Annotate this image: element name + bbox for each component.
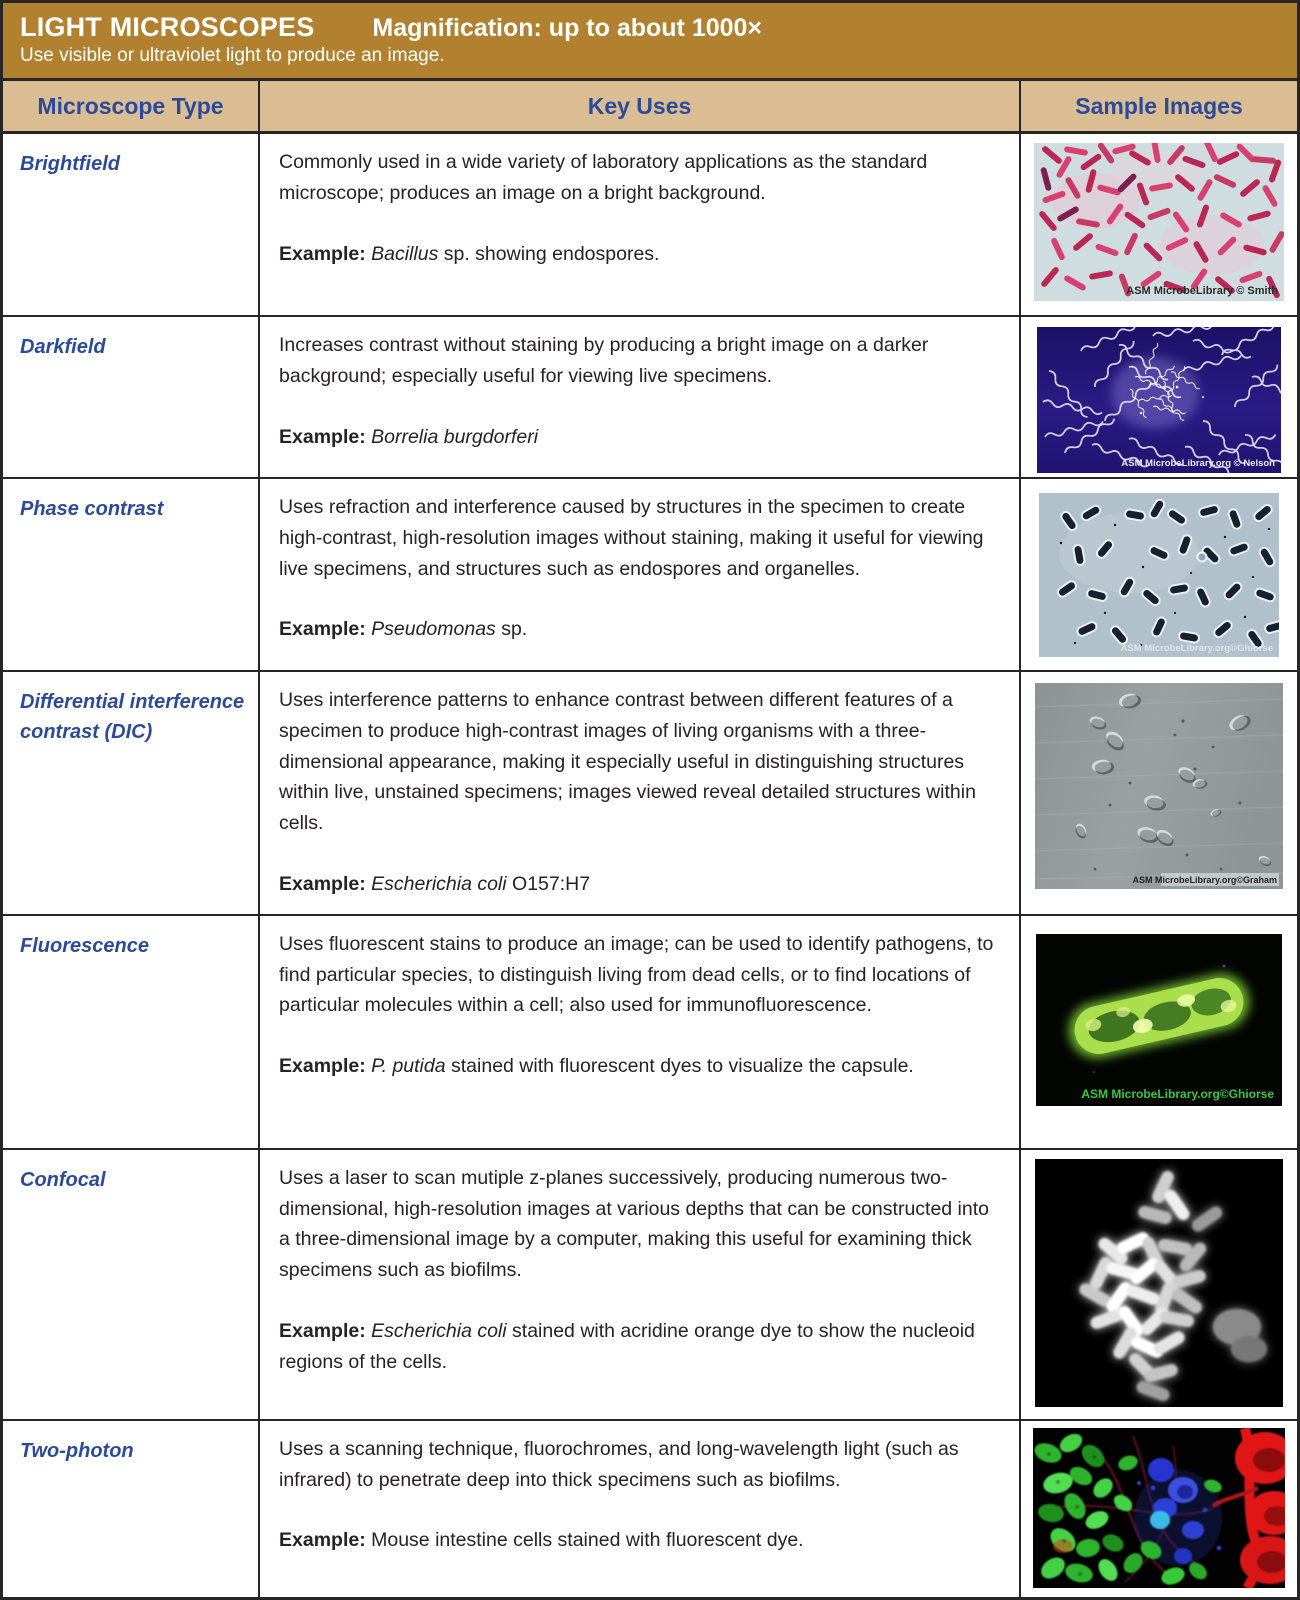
image-credit: ASM MicrobeLibrary.org©Graham bbox=[1132, 875, 1277, 885]
microscope-type-label: Darkfield bbox=[20, 336, 106, 358]
image-credit: ASM MicrobeLibrary © Smith bbox=[1126, 285, 1278, 297]
table-title-bar bbox=[3, 3, 1297, 81]
fluorescence-micrograph-image bbox=[1036, 934, 1282, 1106]
table-row-brightfield bbox=[3, 134, 1297, 317]
table-row-two-photon bbox=[3, 1421, 1297, 1597]
column-header-microscope-type: Microscope Type bbox=[3, 81, 260, 131]
key-uses-text: Uses a scanning technique, fluorochromes, and long-wavelength light (such as infrared) to penetrate deep into thick specimens such as biofilms. bbox=[279, 1437, 959, 1491]
confocal-micrograph-image bbox=[1035, 1159, 1283, 1407]
key-uses-text: Uses fluorescent stains to produce an image; can be used to identify pathogens, to find particular species, to distinguish living from dead cells, or to find locations of particular molecules within a cell; also used for immunofluorescence. bbox=[279, 932, 994, 1017]
table-row-dic bbox=[3, 672, 1297, 916]
darkfield-micrograph-image bbox=[1037, 327, 1281, 473]
two-photon-micrograph-image bbox=[1033, 1428, 1285, 1588]
column-header-key-uses: Key Uses bbox=[260, 81, 1021, 131]
example-text: Example: Escherichia coli stained with acridine orange dye to show the nucleoid regions of the cells. bbox=[279, 1319, 975, 1373]
example-text: Example: Mouse intestine cells stained with fluorescent dye. bbox=[279, 1529, 804, 1552]
image-credit: ASM MicrobeLibrary.org©Ghiorse bbox=[1120, 643, 1273, 654]
magnification-text: Magnification: up to about 1000× bbox=[372, 14, 763, 42]
table-row-fluorescence bbox=[3, 916, 1297, 1150]
table-row-phase-contrast bbox=[3, 479, 1297, 672]
key-uses-text: Uses a laser to scan mutiple z-planes successively, producing numerous two-dimensional, high-resolution images at various depths that can be constructed into a three-dimensional image by a computer, making this useful for examining thick specimens such as biofilms. bbox=[279, 1166, 989, 1282]
microscope-type-label: Phase contrast bbox=[20, 498, 164, 520]
microscope-type-label: Two-photon bbox=[20, 1439, 134, 1462]
dic-micrograph-image bbox=[1035, 683, 1283, 889]
image-credit: ASM MicrobeLibrary.org © Nelson bbox=[1121, 458, 1275, 469]
column-header-sample-images: Sample Images bbox=[1075, 92, 1243, 119]
column-header-row bbox=[3, 81, 1297, 134]
key-uses-text: Increases contrast without staining by producing a bright image on a darker background; especially useful for viewing live specimens. bbox=[279, 334, 929, 387]
example-text: Example: Escherichia coli O157:H7 bbox=[279, 872, 591, 895]
table-title: LIGHT MICROSCOPES bbox=[20, 12, 315, 42]
microscope-type-label: Differential interference contrast (DIC) bbox=[20, 691, 245, 743]
table-row-darkfield bbox=[3, 317, 1297, 479]
key-uses-text: Uses refraction and interference caused by structures in the specimen to create high-contrast, high-resolution images without staining, making it useful for viewing live specimens, and structures such as endospores and organelles. bbox=[279, 496, 984, 580]
brightfield-micrograph-image bbox=[1034, 143, 1284, 301]
key-uses-text: Uses interference patterns to enhance contrast between different features of a specimen to produce high-contrast images of living organisms with a three-dimensional appearance, making it especially useful in distinguishing structures within live, unstained specimens; images viewed reveal detailed structures within cells. bbox=[279, 689, 976, 835]
image-credit: ASM MicrobeLibrary.org©Ghiorse bbox=[1081, 1086, 1274, 1101]
example-text: Example: P. putida stained with fluorescent dyes to visualize the capsule. bbox=[279, 1055, 914, 1078]
example-text: Example: Borrelia burgdorferi bbox=[279, 425, 539, 448]
table-subtitle: Use visible or ultraviolet light to produce an image. bbox=[20, 45, 445, 66]
example-text: Example: Pseudomonas sp. bbox=[279, 618, 528, 641]
example-text: Example: Bacillus sp. showing endospores. bbox=[279, 242, 660, 265]
phase-contrast-micrograph-image bbox=[1039, 493, 1279, 657]
key-uses-text: Commonly used in a wide variety of laboratory applications as the standard microscope; produces an image on a bright background. bbox=[279, 151, 928, 204]
microscope-type-label: Confocal bbox=[20, 1168, 106, 1191]
microscope-type-label: Fluorescence bbox=[20, 934, 149, 957]
microscope-type-label: Brightfield bbox=[20, 153, 120, 175]
table-row-confocal bbox=[3, 1150, 1297, 1421]
